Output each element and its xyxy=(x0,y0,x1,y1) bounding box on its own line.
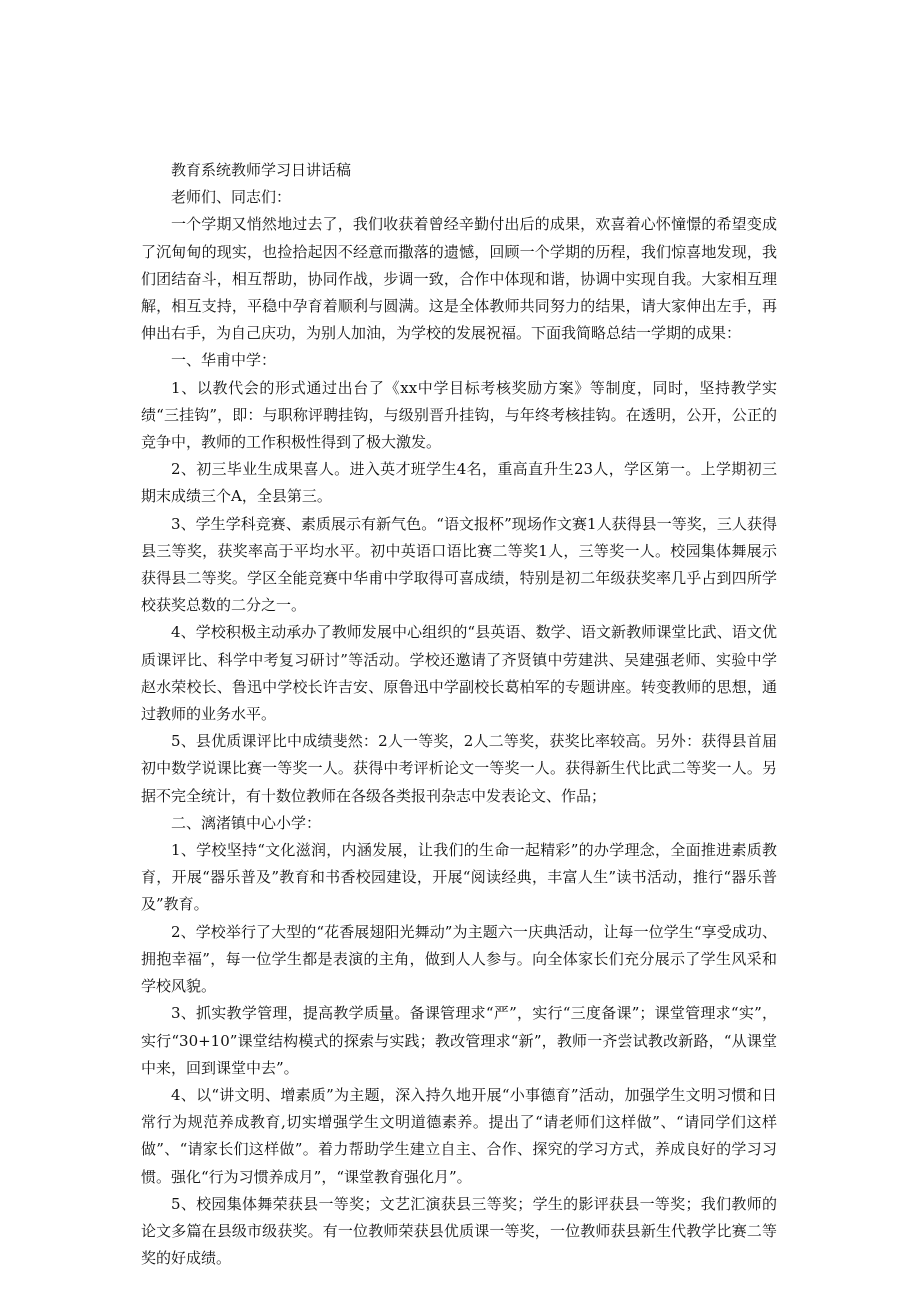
section1-item: 5、县优质课评比中成绩斐然：2人一等奖，2人二等奖，获奖比率较高。另外：获得县首届初中数学说课比赛一等奖一人。获得中考评析论文一等奖一人。获得新生代比武二等奖一人。另据不完全统计，有十数位教师在各级各类报刊杂志中发表论文、作品； xyxy=(141,732,777,805)
section1-item: 2、初三毕业生成果喜人。进入英才班学生4名，重高直升生23人，学区第一。上学期初三期末成绩三个A，全县第三。 xyxy=(141,460,777,506)
section2-item: 2、学校举行了大型的“花香展翅阳光舞动”为主题六一庆典活动，让每一位学生“享受成功、拥抱幸福”，每一位学生都是表演的主角，做到人人参与。向全体家长们充分展示了学生风采和学校风貌。 xyxy=(141,922,777,996)
section2-item: 1、学校坚持“文化滋润，内涵发展，让我们的生命一起精彩”的办学理念，全面推进素质教育，开展“器乐普及”教育和书香校园建设，开展“阅读经典，丰富人生”读书活动，推行“器乐普及”教育。 xyxy=(141,841,777,914)
section2-item: 4、以“讲文明、增素质”为主题，深入持久地开展“小事德育”活动，加强学生文明习惯和日常行为规范养成教育,切实增强学生文明道德素养。提出了“请老师们这样做”、“请同学们这样做”、“请家长们这样做”。着力帮助学生建立自主、合作、探究的学习方式，养成良好的学习习惯。强化“行为习惯养成月”，“课堂教育强化月”。 xyxy=(141,1085,777,1186)
section1-item: 1、以教代会的形式通过出台了《xx中学目标考核奖励方案》等制度，同时，坚持教学实绩“三挂钩”，即：与职称评聘挂钩，与级别晋升挂钩，与年终考核挂钩。在透明，公开，公正的竞争中，教师的工作积极性得到了极大激发。 xyxy=(141,378,777,452)
intro-paragraph: 一个学期又悄然地过去了，我们收获着曾经辛勤付出后的成果，欢喜着心怀憧憬的希望变成了沉甸甸的现实，也捡拾起因不经意而撒落的遗憾，回顾一个学期的历程，我们惊喜地发现，我们团结奋斗，相互帮助，协同作战，步调一致，合作中体现和谐，协调中实现自我。大家相互理解，相互支持，平稳中孕育着顺利与圆满。这是全体教师共同努力的结果，请大家伸出左手，再伸出右手，为自己庆功，为别人加油，为学校的发展祝福。下面我简略总结一学期的成果： xyxy=(141,215,777,343)
section2-item: 5、校园集体舞荣获县一等奖；文艺汇演获县三等奖；学生的影评获县一等奖；我们教师的论文多篇在县级市级获奖。有一位教师荣获县优质课一等奖，一位教师获县新生代教学比赛二等奖的好成绩。 xyxy=(141,1194,777,1268)
section1-item: 3、学生学科竞赛、素质展示有新气色。“语文报杯”现场作文赛1人获得县一等奖，三人获得县三等奖，获奖率高于平均水平。初中英语口语比赛二等奖1人，三等奖一人。校园集体舞展示获得县二等奖。学区全能竞赛中华甫中学取得可喜成绩，特别是初二年级获奖率几乎占到四所学校获奖总数的二分之一。 xyxy=(141,514,777,615)
section-heading-1: 一、华甫中学： xyxy=(171,351,277,370)
section2-item: 3、抓实教学管理，提高教学质量。备课管理求“严”，实行“三度备课”；课堂管理求“实”，实行“30+10”课堂结构模式的探索与实践；教改管理求“新”，教师一齐尝试教改新路，“从课堂中来，回到课堂中去”。 xyxy=(141,1004,777,1077)
document-page xyxy=(141,157,777,1272)
document-title: 教育系统教师学习日讲话稿 xyxy=(171,161,352,179)
section1-item: 4、学校积极主动承办了教师发展中心组织的“县英语、数学、语文新教师课堂比武、语文优质课评比、科学中考复习研讨”等活动。学校还邀请了齐贤镇中劳建洪、吴建强老师、实验中学赵水荣校长、鲁迅中学校长许吉安、原鲁迅中学副校长葛柏军的专题讲座。转变教师的思想，通过教师的业务水平。 xyxy=(141,623,777,724)
section-heading-2: 二、漓渚镇中心小学： xyxy=(171,813,322,832)
greeting: 老师们、同志们： xyxy=(171,188,292,207)
